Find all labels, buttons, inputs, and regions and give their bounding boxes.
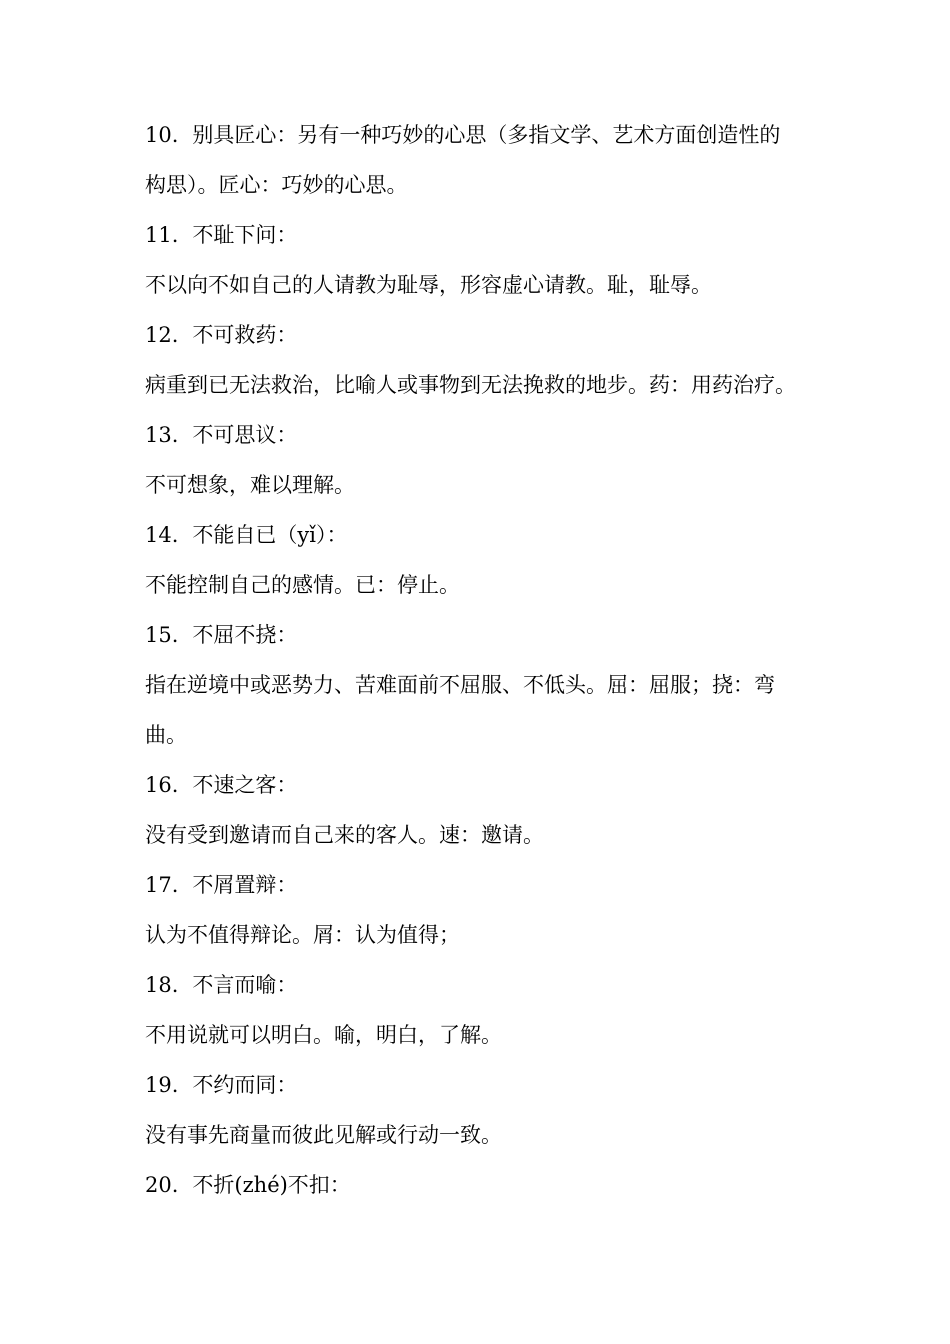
entry-number: 19. [145,1073,179,1097]
entry-term: 不屑置辩： [192,873,298,897]
entry-number: 10. [145,123,179,147]
entry-number: 20. [145,1173,179,1197]
idiom-list [145,110,810,1210]
entry-10-term-line [145,110,810,160]
entry-term: 不屈不挠： [192,623,298,647]
entry-term: 不可思议： [192,423,298,447]
entry-15-definition: 指在逆境中或恶势力、苦难面前不屈服、不低头。屈：屈服；挠：弯 [145,673,775,697]
entry-19-term-line [145,1060,810,1110]
entry-number: 15. [145,623,179,647]
entry-15-continuation: 曲。 [145,723,187,747]
entry-term: 不约而同： [192,1073,298,1097]
entry-term: 别具匠心：另有一种巧妙的心思（多指文学、艺术方面创造性的 [192,123,781,147]
entry-16-definition: 没有受到邀请而自己来的客人。速：邀请。 [145,823,544,847]
entry-12-definition: 病重到已无法救治，比喻人或事物到无法挽救的地步。药：用药治疗。 [145,373,796,397]
entry-14-definition: 不能控制自己的感情。已：停止。 [145,573,460,597]
entry-term: 不耻下问： [192,223,298,247]
entry-term: 不折(zhé)不扣： [192,1173,351,1197]
entry-13-term-line [145,410,810,460]
entry-18-term-line [145,960,810,1010]
entry-number: 18. [145,973,179,997]
entry-term: 不速之客： [192,773,298,797]
entry-11-definition: 不以向不如自己的人请教为耻辱，形容虚心请教。耻，耻辱。 [145,273,712,297]
entry-17-term-line [145,860,810,910]
entry-17-definition: 认为不值得辩论。屑：认为值得； [145,923,460,947]
entry-number: 16. [145,773,179,797]
entry-12-term-line [145,310,810,360]
entry-14-term-line [145,510,810,560]
entry-number: 13. [145,423,179,447]
entry-15-term-line [145,610,810,660]
entry-number: 11. [145,223,179,247]
entry-term: 不言而喻： [192,973,298,997]
entry-term: 不可救药： [192,323,298,347]
entry-13-definition: 不可想象，难以理解。 [145,473,355,497]
entry-19-definition: 没有事先商量而彼此见解或行动一致。 [145,1123,502,1147]
entry-16-term-line [145,760,810,810]
entry-term: 不能自已（yǐ）： [192,523,348,547]
entry-18-definition: 不用说就可以明白。喻，明白，了解。 [145,1023,502,1047]
entry-number: 17. [145,873,179,897]
entry-11-term-line [145,210,810,260]
entry-number: 12. [145,323,179,347]
entry-number: 14. [145,523,179,547]
entry-10-continuation: 构思）。匠心：巧妙的心思。 [145,173,408,197]
entry-20-term-line [145,1160,810,1210]
